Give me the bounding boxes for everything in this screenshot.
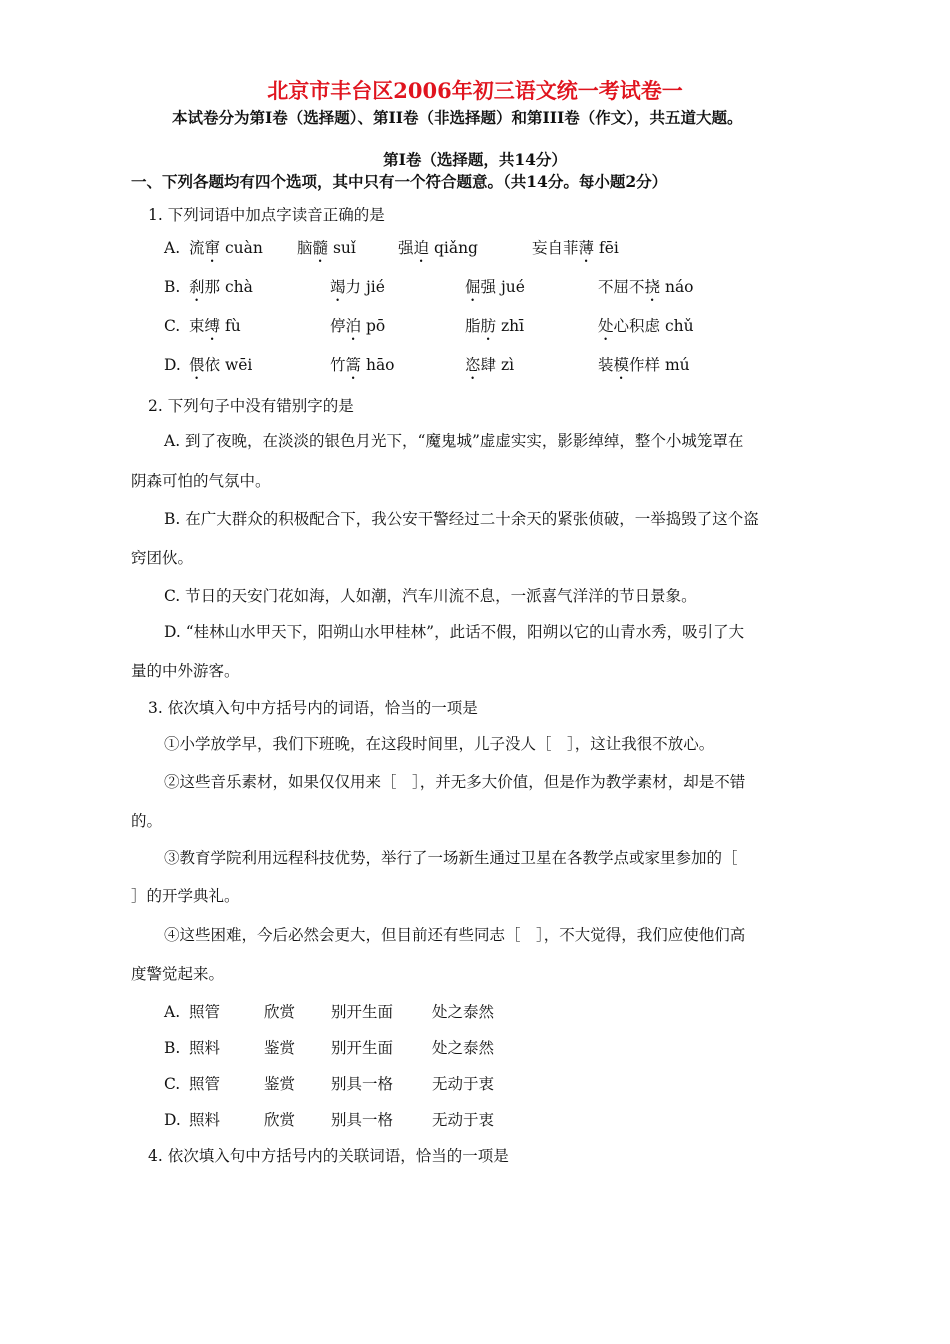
question-3-option-word: 处之泰然 bbox=[432, 1003, 495, 1021]
question-2-stem: 2. 下列句子中没有错别字的是 bbox=[148, 397, 354, 415]
question-2-option-b: B. 在广大群众的积极配合下，我公安干警经过二十余天的紧张侦破，一举捣毁了这个盗 bbox=[164, 510, 759, 528]
question-1-stem: 1. 下列词语中加点字读音正确的是 bbox=[148, 206, 385, 224]
question-3-option-word: 照料 bbox=[189, 1039, 221, 1057]
word-prefix: 停 bbox=[330, 317, 346, 335]
word-suffix: 那 bbox=[204, 278, 221, 296]
question-2-option-a-cont: 阴森可怕的气氛中。 bbox=[131, 472, 271, 490]
pinyin: wēi bbox=[220, 356, 253, 374]
question-3-option-letter: B. bbox=[164, 1039, 181, 1057]
word-prefix: 强 bbox=[398, 239, 414, 257]
question-3-option-letter: A. bbox=[164, 1003, 181, 1021]
pinyin: chǔ bbox=[660, 317, 694, 335]
question-1-word bbox=[465, 355, 514, 383]
question-3-sentence-3-cont: ］的开学典礼。 bbox=[131, 887, 240, 905]
question-3-option-word: 照料 bbox=[189, 1111, 221, 1129]
question-1-word bbox=[598, 355, 690, 383]
word-prefix: 妄自菲 bbox=[532, 239, 579, 257]
question-2-option-c: C. 节日的天安门花如海，人如潮，汽车川流不息，一派喜气洋洋的节日景象。 bbox=[164, 587, 697, 605]
word-prefix: 竹 bbox=[330, 356, 346, 374]
question-3-option-word: 欣赏 bbox=[264, 1003, 296, 1021]
word-prefix: 脑 bbox=[297, 239, 313, 257]
question-3-sentence-4-cont: 度警觉起来。 bbox=[131, 965, 225, 983]
exam-title: 北京市丰台区2006年初三语文统一考试卷一 bbox=[267, 78, 683, 103]
dotted-character: 篙 bbox=[345, 356, 362, 374]
question-3-stem: 3. 依次填入句中方括号内的词语，恰当的一项是 bbox=[148, 699, 478, 717]
question-3-option-word: 无动于衷 bbox=[432, 1111, 495, 1129]
pinyin: fēi bbox=[594, 239, 619, 257]
dotted-character: 迫 bbox=[413, 239, 430, 257]
word-suffix: 肆 bbox=[480, 356, 497, 374]
word-suffix: 强 bbox=[480, 278, 497, 296]
pinyin: zì bbox=[496, 356, 515, 374]
pinyin: cuàn bbox=[220, 239, 263, 257]
pinyin: zhī bbox=[496, 317, 525, 335]
pinyin: fù bbox=[220, 317, 241, 335]
question-3-option-word: 别开生面 bbox=[331, 1039, 394, 1057]
question-3-option-word: 无动于衷 bbox=[432, 1075, 495, 1093]
dotted-character: 刹 bbox=[189, 278, 205, 296]
question-1-word bbox=[189, 238, 263, 266]
question-3-option-word: 别具一格 bbox=[331, 1111, 394, 1129]
question-1-option-letter: C. bbox=[164, 317, 181, 335]
question-1-word bbox=[532, 238, 619, 266]
dotted-character: 肪 bbox=[480, 317, 497, 335]
word-suffix: 依 bbox=[204, 356, 221, 374]
dotted-character: 偎 bbox=[189, 356, 205, 374]
question-2-option-a: A. 到了夜晚，在淡淡的银色月光下，“魔鬼城”虚虚实实，影影绰绰，整个小城笼罩在 bbox=[164, 432, 744, 450]
word-suffix: 作样 bbox=[629, 356, 661, 374]
pinyin: qiǎng bbox=[429, 239, 478, 257]
dotted-character: 髓 bbox=[312, 239, 329, 257]
question-3-option-letter: D. bbox=[164, 1111, 181, 1129]
question-3-option-word: 别具一格 bbox=[331, 1075, 394, 1093]
dotted-character: 模 bbox=[613, 356, 630, 374]
pinyin: suǐ bbox=[328, 239, 356, 257]
word-prefix: 束 bbox=[189, 317, 205, 335]
question-2-option-d-cont: 量的中外游客。 bbox=[131, 662, 240, 680]
word-prefix: 脂 bbox=[465, 317, 481, 335]
word-suffix: 力 bbox=[345, 278, 362, 296]
dotted-character: 倔 bbox=[465, 278, 481, 296]
question-3-option-word: 鉴赏 bbox=[264, 1075, 296, 1093]
word-suffix: 心积虑 bbox=[613, 317, 661, 335]
dotted-character: 薄 bbox=[578, 239, 595, 257]
word-prefix: 装 bbox=[598, 356, 614, 374]
section-title: 第Ⅰ卷（选择题，共14分） bbox=[383, 150, 567, 169]
question-1-word bbox=[189, 355, 252, 383]
question-1-option-letter: A. bbox=[164, 239, 181, 257]
dotted-character: 泊 bbox=[345, 317, 362, 335]
word-prefix: 流 bbox=[189, 239, 205, 257]
question-2-option-d: D. “桂林山水甲天下，阳朔山水甲桂林”，此话不假，阳朔以它的山青水秀，吸引了大 bbox=[164, 623, 745, 641]
question-1-word bbox=[398, 238, 478, 266]
question-3-sentence-4: ④这些困难，今后必然会更大，但目前还有些同志［ ］，不大觉得，我们应使他们高 bbox=[164, 926, 746, 944]
exam-intro: 本试卷分为第Ⅰ卷（选择题）、第II卷（非选择题）和第III卷（作文），共五道大题。 bbox=[172, 108, 743, 127]
dotted-character: 处 bbox=[598, 317, 614, 335]
word-prefix: 不屈不 bbox=[598, 278, 645, 296]
question-3-option-word: 鉴赏 bbox=[264, 1039, 296, 1057]
dotted-character: 缚 bbox=[204, 317, 221, 335]
dotted-character: 恣 bbox=[465, 356, 481, 374]
part-instruction: 一、下列各题均有四个选项，其中只有一个符合题意。（共14分。每小题2分） bbox=[131, 172, 668, 191]
question-1-option-letter: D. bbox=[164, 356, 181, 374]
question-1-word bbox=[189, 316, 241, 344]
pinyin: náo bbox=[660, 278, 694, 296]
question-1-word bbox=[330, 316, 385, 344]
dotted-character: 挠 bbox=[644, 278, 661, 296]
question-3-option-word: 处之泰然 bbox=[432, 1039, 495, 1057]
question-1-word bbox=[465, 316, 524, 344]
question-3-sentence-1: ①小学放学早，我们下班晚，在这段时间里，儿子没人［ ］，这让我很不放心。 bbox=[164, 735, 715, 753]
question-2-option-b-cont: 窍团伙。 bbox=[131, 549, 194, 567]
question-3-option-word: 欣赏 bbox=[264, 1111, 296, 1129]
question-1-word bbox=[330, 277, 385, 305]
question-3-option-word: 别开生面 bbox=[331, 1003, 394, 1021]
pinyin: mú bbox=[660, 356, 690, 374]
question-3-sentence-3: ③教育学院利用远程科技优势，举行了一场新生通过卫星在各教学点或家里参加的［ bbox=[164, 849, 738, 867]
question-3-sentence-2: ②这些音乐素材，如果仅仅用来［ ］，并无多大价值，但是作为教学素材，却是不错 bbox=[164, 773, 746, 791]
dotted-character: 竭 bbox=[330, 278, 346, 296]
dotted-character: 窜 bbox=[204, 239, 221, 257]
question-1-word bbox=[465, 277, 525, 305]
question-3-option-letter: C. bbox=[164, 1075, 181, 1093]
question-3-option-word: 照管 bbox=[189, 1075, 221, 1093]
question-3-sentence-2-cont: 的。 bbox=[131, 812, 163, 830]
question-1-option-letter: B. bbox=[164, 278, 181, 296]
pinyin: jué bbox=[496, 278, 525, 296]
pinyin: hāo bbox=[361, 356, 395, 374]
pinyin: jié bbox=[361, 278, 385, 296]
question-1-word bbox=[330, 355, 395, 383]
pinyin: pō bbox=[361, 317, 386, 335]
question-1-word bbox=[598, 277, 694, 305]
question-4-stem: 4. 依次填入句中方括号内的关联词语，恰当的一项是 bbox=[148, 1147, 509, 1165]
question-3-option-word: 照管 bbox=[189, 1003, 221, 1021]
pinyin: chà bbox=[220, 278, 253, 296]
question-1-word bbox=[297, 238, 356, 266]
question-1-word bbox=[598, 316, 694, 344]
question-1-word bbox=[189, 277, 253, 305]
